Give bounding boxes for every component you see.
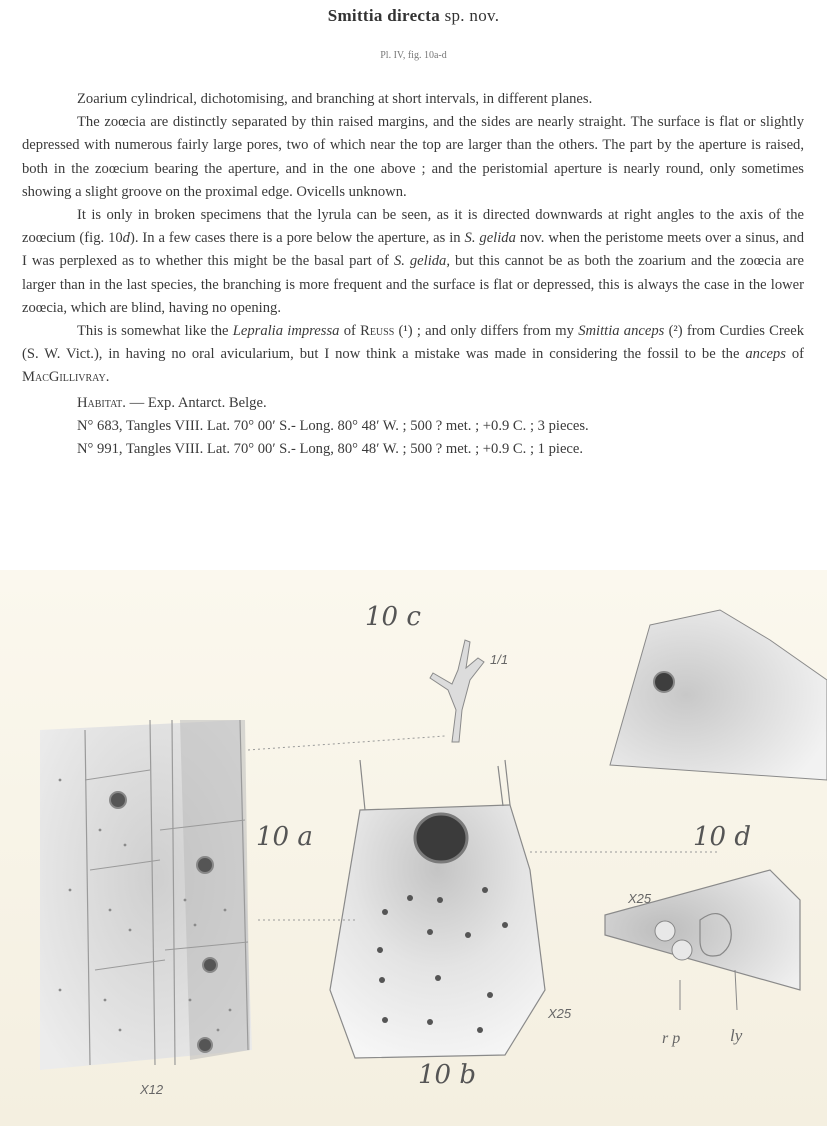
label-ly: ly xyxy=(730,1026,743,1045)
p4-text: of xyxy=(785,346,804,363)
species-name: Smittia directa xyxy=(327,6,441,25)
label-rp: r p xyxy=(662,1030,681,1047)
paragraph-3 xyxy=(22,204,804,320)
p3-text: ). In a few cases there is a pore below the aperture, as in xyxy=(129,230,465,247)
p3-text: nov. when the peristome meets over a sinus, and I was perplexed as to whether this might be the basal part of xyxy=(22,230,804,270)
p3-figref: d xyxy=(122,230,130,247)
paragraph-4 xyxy=(22,320,804,390)
paragraph-2: The zoœcia are distinctly separated by thin raised margins, and the sides are nearly straight. The surface is flat or slightly depressed with numerous fairly large pores, two of which near the top are larger than the others. The part by the aperture is raised, both in the zoœcium bearing the aperture, and in the one above ; and the peristomial aperture is nearly round, only sometimes showing a slight groove on the proximal edge. Ovicells unknown. xyxy=(22,114,804,200)
p3-text: It is only in broken specimens that the lyrula can be seen, as it is directed downwards at right angles to the axis of the zoœcium (fig. 10 xyxy=(22,207,804,247)
habitat-text: — Exp. Antarct. Belge. xyxy=(125,394,267,411)
p3-species: S. gelida xyxy=(464,230,516,247)
paragraph-1: Zoarium cylindrical, dichotomising, and branching at short intervals, in different planes. xyxy=(77,91,593,107)
p3-text: but this cannot be as both the zoarium and the zoœcia are larger than in the last species, the branching is more frequent and the surface is flat or depressed, this is always the case in the lower zoœcia, which are blind, having no opening. xyxy=(22,253,804,316)
p3-species: S. gelida, xyxy=(393,253,451,270)
species-title xyxy=(0,6,827,26)
p4-text: (¹) ; and only differs from my xyxy=(394,323,579,340)
habitat-record: N° 683, Tangles VIII. Lat. 70° 00′ S.- Long. 80° 48′ W. ; 500 ? met. ; +0.9 C. ; 3 pieces. xyxy=(77,417,589,434)
plate-illustration xyxy=(0,570,827,1126)
scale-label-10c: 1/1 xyxy=(490,652,509,667)
figure-10a-drawing xyxy=(40,720,252,1070)
p4-text: This is somewhat like the xyxy=(77,323,233,340)
figure-label-10a: 10 a xyxy=(256,822,313,852)
scale-label-10a: X12 xyxy=(140,1082,164,1097)
p4-author: Reuss xyxy=(360,323,395,340)
figure-label-10c: 10 c xyxy=(365,602,421,632)
p4-species: Lepralia impressa xyxy=(232,323,340,340)
p4-text: (²) from Curdies Creek (S. W. Vict.), in having no oral avicularium, but I now think a mistake was made in considering the fossil to be the xyxy=(22,323,804,363)
scale-label-10d: X25 xyxy=(628,891,652,906)
figure-label-10d: 10 d xyxy=(693,822,751,852)
scale-label-10b: X25 xyxy=(548,1006,572,1021)
habitat-section xyxy=(22,392,804,462)
plate-reference: Pl. IV, fig. 10a-d xyxy=(380,50,447,61)
habitat-label: Habitat. xyxy=(77,394,126,411)
species-suffix: sp. nov. xyxy=(444,6,500,25)
p4-author: MacGillivray. xyxy=(22,369,110,386)
figure-label-10b: 10 b xyxy=(418,1060,476,1090)
habitat-record: N° 991, Tangles VIII. Lat. 70° 00′ S.- Long, 80° 48′ W. ; 500 ? met. ; +0.9 C. ; 1 piece. xyxy=(77,441,584,458)
habitat-heading xyxy=(77,392,804,415)
description-text xyxy=(22,88,804,461)
p4-text: of xyxy=(339,323,361,340)
p4-species: Smittia anceps xyxy=(578,323,665,340)
p4-species: anceps xyxy=(745,346,786,363)
